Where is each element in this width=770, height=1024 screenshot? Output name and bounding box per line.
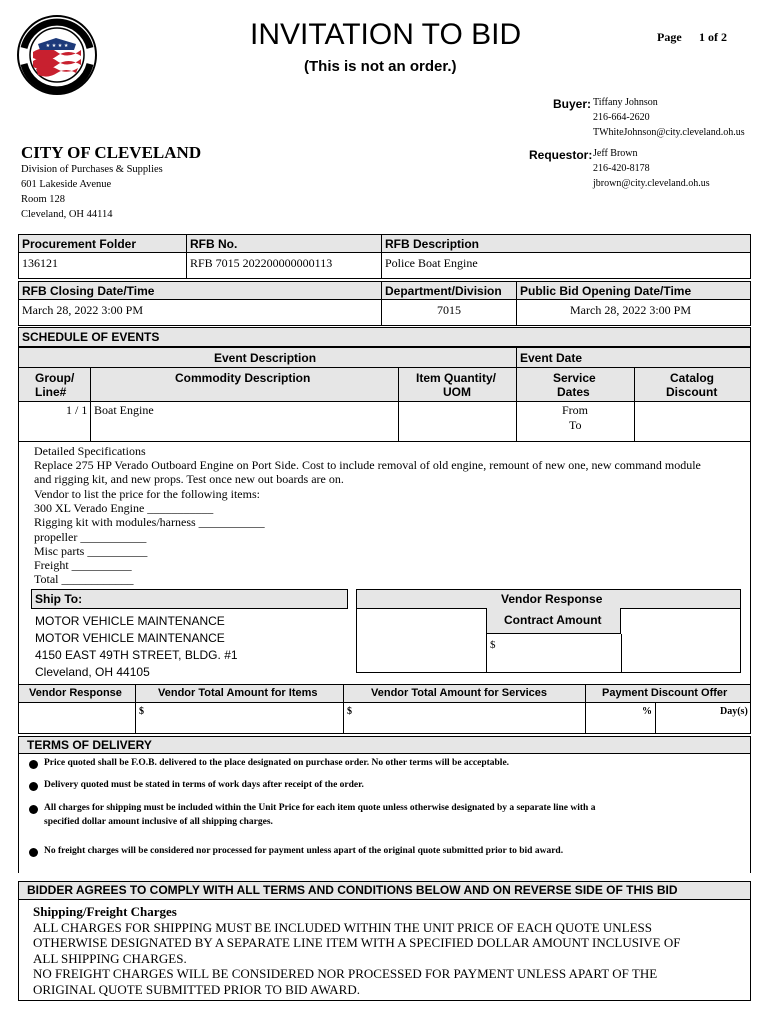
- vendor-response-label: Vendor Response: [501, 592, 603, 606]
- bullet-icon: [29, 805, 38, 814]
- terms-title: TERMS OF DELIVERY: [27, 738, 152, 752]
- requestor-email[interactable]: jbrown@city.cleveland.oh.us: [593, 178, 710, 189]
- ship-to-line: MOTOR VEHICLE MAINTENANCE: [35, 614, 225, 628]
- event-description-header: Event Description: [214, 351, 317, 365]
- org-line: Cleveland, OH 44114: [21, 209, 113, 220]
- items-total-dollar: $: [139, 706, 144, 717]
- service-dates-header: Dates: [557, 385, 590, 399]
- discount-percent-input[interactable]: [587, 704, 639, 732]
- page-number: 1 of 2: [699, 30, 727, 44]
- bidder-terms-line: ALL SHIPPING CHARGES.: [33, 951, 187, 966]
- spec-line: 300 XL Verado Engine ___________: [34, 501, 214, 515]
- bidder-terms-line: NO FREIGHT CHARGES WILL BE CONSIDERED NOR PROCESSED FOR PAYMENT UNLESS APART OF THE: [33, 966, 658, 981]
- vendor-response-input[interactable]: [20, 704, 133, 732]
- bidder-terms-line: ORIGINAL QUOTE SUBMITTED PRIOR TO BID AWARD.: [33, 982, 360, 997]
- svg-text:★ ★ ★ ★: ★ ★ ★ ★: [45, 43, 69, 49]
- contract-amount-input[interactable]: [496, 636, 618, 670]
- org-name: CITY OF CLEVELAND: [21, 143, 202, 162]
- requestor-label: Requestor:: [529, 148, 593, 162]
- service-dates-header: Service: [553, 371, 596, 385]
- term-item: Delivery quoted must be stated in terms of work days after receipt of the order.: [44, 780, 364, 790]
- ship-to-line: MOTOR VEHICLE MAINTENANCE: [35, 631, 225, 645]
- spec-line: Vendor to list the price for the following items:: [34, 487, 260, 501]
- procurement-folder-value: 136121: [22, 256, 58, 270]
- org-line: Room 128: [21, 194, 66, 205]
- buyer-phone: 216-664-2620: [593, 112, 650, 123]
- term-item: No freight charges will be considered nor processed for payment unless apart of the original quote submitted prior to bid award.: [44, 846, 564, 856]
- buyer-name: Tiffany Johnson: [593, 97, 658, 108]
- discount-percent: %: [642, 706, 652, 717]
- contract-amount-label: Contract Amount: [504, 613, 602, 627]
- bidder-terms-line: ALL CHARGES FOR SHIPPING MUST BE INCLUDED WITHIN THE UNIT PRICE OF EACH QUOTE UNLESS: [33, 920, 652, 935]
- term-item: specified dollar amount inclusive of all shipping charges.: [44, 817, 273, 827]
- bullet-icon: [29, 782, 38, 791]
- spec-line: Rigging kit with modules/harness ___________: [34, 515, 265, 529]
- discount-days-input[interactable]: [657, 704, 717, 732]
- closing-date-label: RFB Closing Date/Time: [22, 284, 155, 298]
- spec-line: Total ____________: [34, 572, 134, 586]
- bid-opening-value: March 28, 2022 3:00 PM: [570, 303, 691, 317]
- procurement-folder-label: Procurement Folder: [22, 237, 137, 251]
- org-line: Division of Purchases & Supplies: [21, 164, 163, 175]
- group-line-header: Line#: [35, 385, 67, 399]
- term-item: Price quoted shall be F.O.B. delivered to the place designated on purchase order. No other terms will be acceptable.: [44, 758, 510, 768]
- department-value: 7015: [437, 303, 461, 317]
- rfb-description-value: Police Boat Engine: [385, 256, 478, 270]
- rfb-description-label: RFB Description: [385, 237, 480, 251]
- group-line-header: Group/: [35, 371, 75, 385]
- bidder-terms-heading: Shipping/Freight Charges: [33, 904, 177, 919]
- line-number: 1 / 1: [66, 403, 88, 417]
- bidder-agrees-title: BIDDER AGREES TO COMPLY WITH ALL TERMS AND CONDITIONS BELOW AND ON REVERSE SIDE OF THIS BID: [27, 883, 678, 897]
- page-subtitle: (This is not an order.): [304, 58, 457, 75]
- commodity-description: Boat Engine: [94, 403, 154, 417]
- services-total-input[interactable]: [354, 704, 583, 732]
- page-title: INVITATION TO BID: [250, 18, 522, 51]
- requestor-name: Jeff Brown: [593, 148, 638, 159]
- schedule-title: SCHEDULE OF EVENTS: [22, 330, 160, 344]
- requestor-phone: 216-420-8178: [593, 163, 650, 174]
- catalog-discount-header: Discount: [666, 385, 718, 399]
- term-item: All charges for shipping must be included within the Unit Price for each item quote unless otherwise designated by a separate line with a: [44, 803, 596, 813]
- vendor-total-items-label: Vendor Total Amount for Items: [158, 687, 318, 699]
- bidder-terms-line: OTHERWISE DESIGNATED BY A SEPARATE LINE ITEM WITH A SPECIFIED DOLLAR AMOUNT INCLUSIVE OF: [33, 935, 681, 950]
- service-to: To: [569, 418, 582, 432]
- bullet-icon: [29, 760, 38, 769]
- ship-to-label: Ship To:: [35, 592, 83, 606]
- department-label: Department/Division: [385, 284, 502, 298]
- items-total-input[interactable]: [146, 704, 341, 732]
- spec-line: and rigging kit, and new props. Test once new out boards are on.: [34, 472, 344, 486]
- city-seal-logo: [16, 14, 98, 96]
- vendor-total-services-label: Vendor Total Amount for Services: [371, 687, 548, 699]
- commodity-description-header: Commodity Description: [175, 371, 311, 385]
- spec-line: Freight __________: [34, 558, 132, 572]
- buyer-label: Buyer:: [553, 97, 592, 111]
- spec-line: Replace 275 HP Verado Outboard Engine on Port Side. Cost to include removal of old engine, remount of new one, new command module: [34, 458, 701, 472]
- rfb-no-value: RFB 7015 202200000000113: [190, 256, 333, 270]
- spec-line: propeller ___________: [34, 530, 147, 544]
- payment-discount-label: Payment Discount Offer: [602, 687, 728, 699]
- buyer-email[interactable]: TWhiteJohnson@city.cleveland.oh.us: [593, 127, 745, 138]
- uom-header: UOM: [443, 385, 471, 399]
- services-total-dollar: $: [347, 706, 352, 717]
- catalog-discount-header: Catalog: [670, 371, 715, 385]
- page-label: Page: [657, 30, 682, 44]
- bid-opening-label: Public Bid Opening Date/Time: [520, 284, 692, 298]
- contract-amount-dollar: $: [490, 639, 496, 651]
- org-line: 601 Lakeside Avenue: [21, 179, 112, 190]
- spec-line: Misc parts __________: [34, 544, 148, 558]
- item-quantity-header: Item Quantity/: [416, 371, 497, 385]
- ship-to-line: Cleveland, OH 44105: [35, 665, 150, 679]
- spec-line: Detailed Specifications: [34, 444, 146, 458]
- vendor-response-col-label: Vendor Response: [29, 687, 122, 699]
- event-date-header: Event Date: [520, 351, 583, 365]
- rfb-no-label: RFB No.: [190, 237, 238, 251]
- closing-date-value: March 28, 2022 3:00 PM: [22, 303, 143, 317]
- service-from: From: [562, 403, 589, 417]
- bullet-icon: [29, 848, 38, 857]
- discount-days: Day(s): [720, 706, 748, 717]
- schedule-header: [18, 347, 751, 402]
- ship-to-line: 4150 EAST 49TH STREET, BLDG. #1: [35, 648, 238, 662]
